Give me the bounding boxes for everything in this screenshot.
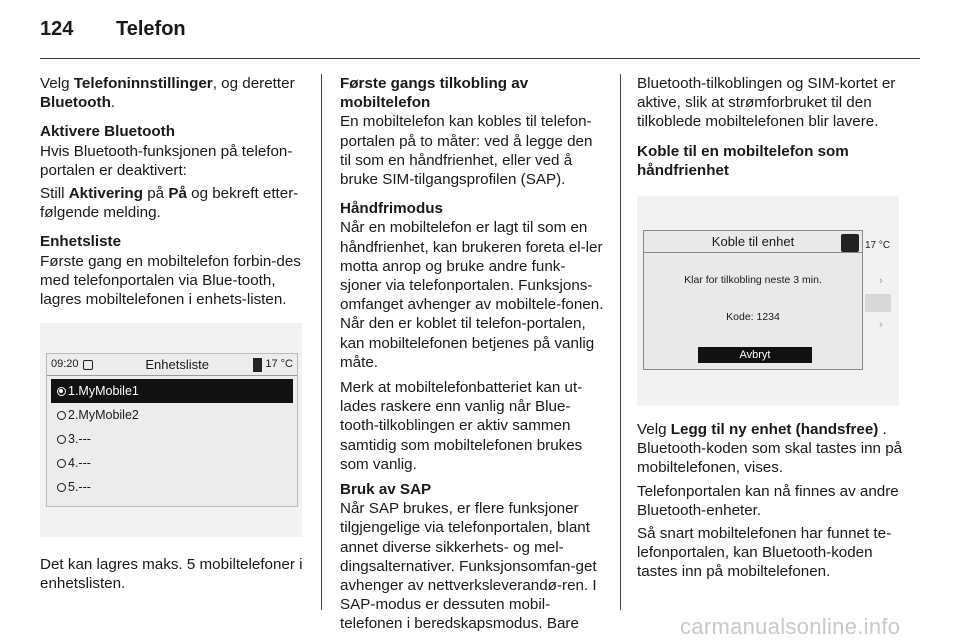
page-title: Telefon: [116, 18, 186, 40]
column-2: [340, 74, 606, 642]
still-paragraph: Still Aktivering på På og bekreft etter-følgende melding.: [40, 185, 299, 222]
heading-connect-handsfree: Koble til en mobiltelefon som håndfrienhet: [637, 142, 849, 179]
radio-icon: [57, 483, 66, 492]
menu-bluetooth: Bluetooth: [40, 94, 111, 112]
header-divider: [40, 58, 920, 59]
page-number: 124: [40, 18, 74, 40]
watermark: carmanualsonline.info: [680, 614, 901, 639]
chevron-right-icon: ›: [879, 319, 883, 332]
screen-title: Enhetsliste: [145, 357, 209, 373]
column-3: [637, 74, 907, 592]
heading-activate-bluetooth: Aktivere Bluetooth: [40, 123, 176, 141]
menu-telefoninnstillinger: Telefoninnstillinger: [73, 75, 213, 92]
screen-time: 09:20: [51, 358, 79, 371]
list-item[interactable]: 1.MyMobile1: [51, 379, 293, 403]
column-1: [40, 74, 308, 604]
dialog-message: Klar for tilkobling neste 3 min.: [684, 274, 822, 287]
list-item[interactable]: 4.---: [51, 451, 293, 475]
list-item[interactable]: 3.---: [51, 427, 293, 451]
infotainment-screen: [46, 353, 298, 507]
discoverable-paragraph: Telefonportalen kan nå finnes av andre Bluetooth-enheter.: [637, 482, 899, 519]
phone-icon: [841, 234, 859, 252]
heading-device-list: Enhetsliste: [40, 233, 122, 251]
screen-temperature: 17 °C: [865, 240, 891, 252]
screen-temperature: 17 °C: [265, 358, 293, 371]
side-highlight: [865, 294, 891, 312]
select-paragraph: Velg Legg til ny enhet (handsfree) . Bluetooth-koden som skal tastes inn på mobiltelefonen, vises.: [637, 421, 903, 477]
device-list-screen-image: [40, 323, 302, 537]
radio-icon: [57, 435, 66, 444]
chevron-right-icon: ›: [879, 275, 883, 288]
intro-paragraph: Velg Telefoninnstillinger, og deretter Bluetooth.: [40, 75, 295, 112]
radio-icon: [57, 411, 66, 420]
max-devices-note: Det kan lagres maks. 5 mobiltelefoner i enhetslisten.: [40, 556, 303, 593]
connect-dialog: [643, 230, 863, 370]
first-connection-paragraph: En mobiltelefon kan kobles til telefon-portalen på to måter: ved å legge den til som en håndfrienhet, eller ved å bruke SIM-tilgangsprofilen (SAP).: [340, 113, 593, 189]
handsfree-paragraph: Når en mobiltelefon er lagt til som en håndfrienhet, kan brukeren foreta el-ler motta anrop og bruke andre funk-sjoner via telefonportalen. Funksjons-omfanget avhenger av mobiltele-fonen. Når den er koblet til telefon-portalen, kan mobiltelefonen betjenes på vanlig måte.: [340, 219, 604, 371]
heading-handsfree: Håndfrimodus: [340, 200, 443, 218]
radio-selected-icon: [57, 387, 66, 396]
column-divider-2: [620, 74, 621, 610]
connect-device-screen-image: [637, 196, 899, 406]
column-divider-1: [321, 74, 322, 610]
radio-icon: [57, 459, 66, 468]
found-paragraph: Så snart mobiltelefonen har funnet te-lefonportalen, kan Bluetooth-koden tastes inn på mobiltelefonen.: [637, 525, 892, 581]
activate-paragraph: Hvis Bluetooth-funksjonen på telefon-portalen er deaktivert:: [40, 142, 293, 179]
list-item[interactable]: 5.---: [51, 475, 293, 499]
heading-sap: Bruk av SAP: [340, 481, 432, 499]
screen-status-bar: [47, 354, 297, 376]
list-item[interactable]: 2.MyMobile2: [51, 403, 293, 427]
back-icon: [83, 360, 93, 370]
dialog-code: Kode: 1234: [726, 311, 780, 324]
phone-icon: [253, 358, 262, 372]
sap-paragraph: Når SAP brukes, er flere funksjoner tilgjengelige via telefonportalen, blant annet diverse sikkerhets- og mel-dingsalternativer. Funksjonsomfan-get avhenger av nettverksleverandø-ren. I SAP-modus er dessuten mobil-telefonen i beredskapsmodus. Bare: [340, 500, 597, 633]
page-header: [40, 18, 186, 46]
cancel-button[interactable]: Avbryt: [698, 347, 812, 363]
dialog-title: Koble til enhet: [644, 231, 862, 253]
device-list-paragraph: Første gang en mobiltelefon forbin-des med telefonportalen via Blue-tooth, lagres mobiltelefonen i enhets-listen.: [40, 252, 301, 309]
continuation-paragraph: Bluetooth-tilkoblingen og SIM-kortet er aktive, slik at strømforbruket til den tilkoblede mobiltelefonen blir lavere.: [637, 75, 896, 131]
battery-paragraph: Merk at mobiltelefonbatteriet kan ut-lades raskere enn vanlig når Blue-tooth-tilkoblingen er aktiv sammen samtidig som mobiltelefonen brukes som vanlig.: [340, 379, 583, 473]
heading-first-connection: Første gangs tilkobling av mobiltelefon: [340, 75, 529, 112]
